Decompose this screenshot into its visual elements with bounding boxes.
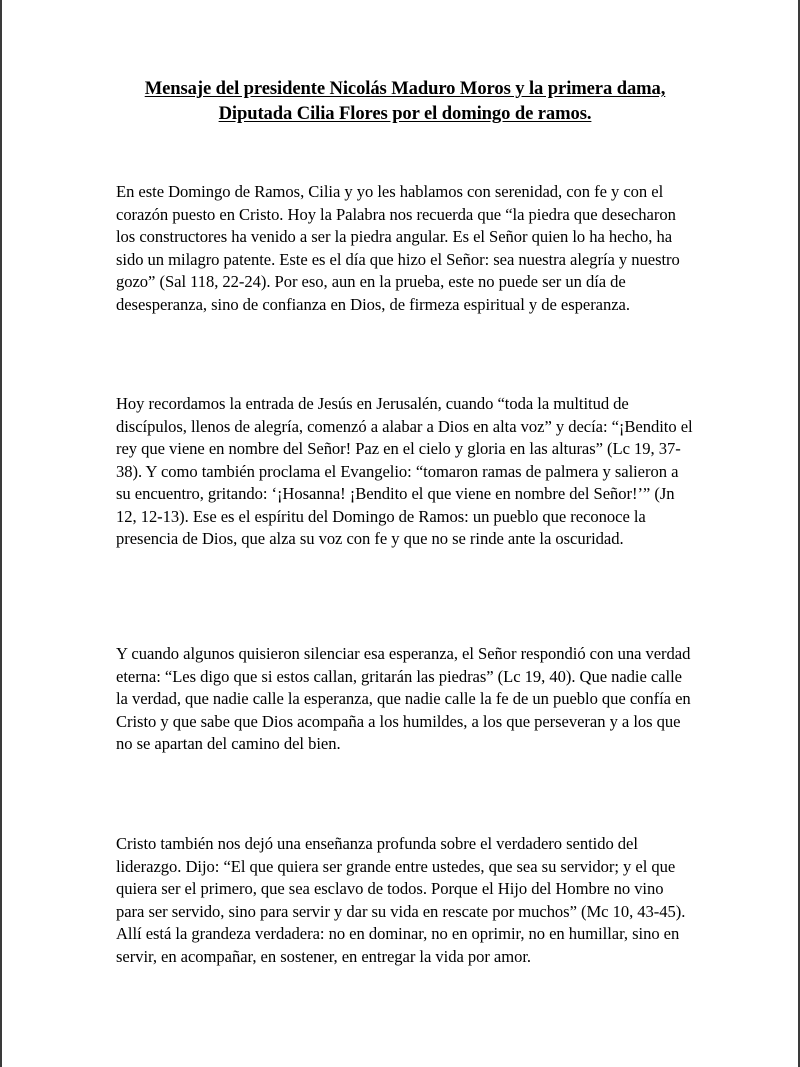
paragraph-3: Y cuando algunos quisieron silenciar esa esperanza, el Señor respondió con una verdad eterna: “Les digo que si estos callan, gritarán las piedras” (Lc 19, 40). Que nadie calle la verdad, que nadie calle la esperanza, que nadie calle la fe de un pueblo que confía en Cristo y que sabe que Dios acompaña a los humildes, a los que perseveran y a los que no se apartan del camino del bien. — [116, 644, 691, 753]
paragraph-1: En este Domingo de Ramos, Cilia y yo les hablamos con serenidad, con fe y con el corazón puesto en Cristo. Hoy la Palabra nos recuerda que “la piedra que desecharon los constructores ha venido a ser la piedra angular. Es el Señor quien lo ha hecho, ha sido un milagro patente. Este es el día que hizo el Señor: sea nuestra alegría y nuestro gozo” (Sal 118, 22-24). Por eso, aun en la prueba, este no puede ser un día de desesperanza, sino de confianza en Dios, de firmeza espiritual y de esperanza. — [116, 182, 680, 314]
document-page — [116, 76, 694, 966]
paragraph-2: Hoy recordamos la entrada de Jesús en Jerusalén, cuando “toda la multitud de discípulos, llenos de alegría, comenzó a alabar a Dios en alta voz” y decía: “¡Bendito el rey que viene en nombre del Señor! Paz en el cielo y gloria en las alturas” (Lc 19, 37-38). Y como también proclama el Evangelio: “tomaron ramas de palmera y salieron a su encuentro, gritando: ‘¡Hosanna! ¡Bendito el que viene en nombre del Señor!’” (Jn 12, 12-13). Ese es el espíritu del Domingo de Ramos: un pueblo que reconoce la presencia de Dios, que alza su voz con fe y que no se rinde ante la oscuridad. — [116, 394, 693, 548]
paragraph-4: Cristo también nos dejó una enseñanza profunda sobre el verdadero sentido del liderazgo. Dijo: “El que quiera ser grande entre ustedes, que sea su servidor; y el que quiera ser el primero, que sea esclavo de todos. Porque el Hijo del Hombre no vino para ser servido, sino para servir y dar su vida en rescate por muchos” (Mc 10, 43-45). Allí está la grandeza verdadera: no en dominar, no en oprimir, no en humillar, sino en servir, en acompañar, en sostener, en entregar la vida por amor. — [116, 834, 686, 966]
document-title: Mensaje del presidente Nicolás Maduro Moros y la primera dama, Diputada Cilia Flores por el domingo de ramos. — [144, 78, 666, 124]
